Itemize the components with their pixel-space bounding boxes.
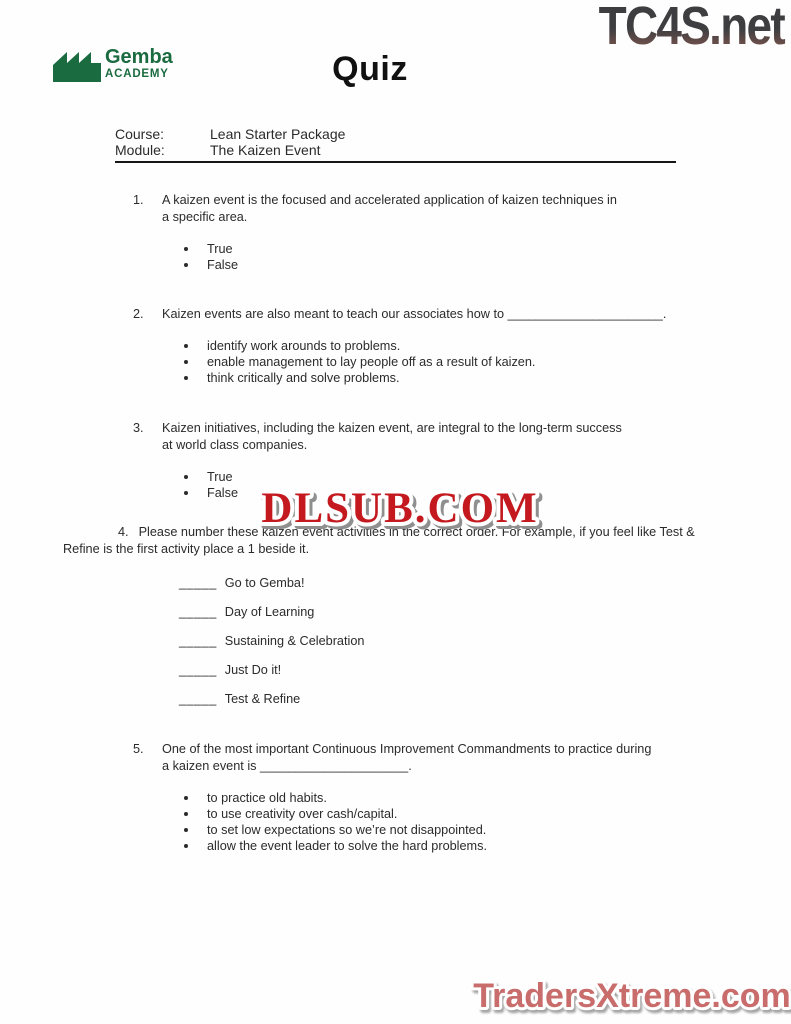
ordering-list <box>63 575 723 707</box>
course-info <box>115 126 676 163</box>
ordering-item-label: Test & Refine <box>224 692 301 706</box>
header-divider <box>115 161 676 163</box>
question-body <box>162 192 623 273</box>
question-text: Kaizen initiatives, including the kaizen event, are integral to the long-term success at world class companies. <box>162 421 622 452</box>
question-number: 3. <box>133 421 144 435</box>
question-number: 4. <box>118 525 129 539</box>
module-value: The Kaizen Event <box>210 142 321 158</box>
option-item: to set low expectations so we’re not disappointed. <box>162 822 653 838</box>
question-row <box>133 306 693 386</box>
watermark-tradersxtreme-text: TradersXtreme.com <box>473 977 791 1015</box>
answer-blank-line: _____ <box>179 634 217 648</box>
ordering-item <box>179 691 723 707</box>
watermark-tradersxtreme <box>467 972 791 1020</box>
answer-blank-line: _____ <box>179 576 217 590</box>
question-text: Please number these kaizen event activities in the correct order. For example, if you feel like Test & Refine is the first activity place a 1 beside it. <box>63 525 695 556</box>
ordering-item-label: Go to Gemba! <box>224 576 305 590</box>
logo-subtitle: ACADEMY <box>105 68 169 80</box>
option-item: enable management to lay people off as a result of kaizen. <box>162 354 693 370</box>
question-body <box>162 306 693 386</box>
module-row <box>115 142 676 158</box>
option-item: True <box>162 241 623 257</box>
course-row <box>115 126 676 142</box>
question-text: Kaizen events are also meant to teach our associates how to ______________________. <box>162 307 667 321</box>
option-item: to practice old habits. <box>162 790 653 806</box>
ordering-item <box>179 575 723 591</box>
options-list <box>162 338 693 386</box>
ordering-item-label: Sustaining & Celebration <box>224 634 365 648</box>
answer-blank-line: _____ <box>179 692 217 706</box>
ordering-item <box>179 662 723 678</box>
logo-name: Gemba <box>105 46 173 68</box>
question-text: A kaizen event is the focused and accelerated application of kaizen techniques in a specific area. <box>162 193 617 224</box>
watermark-tc4s-text: TC4S.net <box>598 0 784 54</box>
course-label: Course: <box>115 126 165 142</box>
question-number: 5. <box>133 742 144 756</box>
ordering-item <box>179 633 723 649</box>
ordering-item-label: Just Do it! <box>224 663 282 677</box>
option-item: False <box>162 485 623 501</box>
answer-blank-line: _____ <box>179 605 217 619</box>
watermark-dlsub <box>245 482 555 536</box>
options-list <box>162 790 653 854</box>
question-body <box>162 741 653 854</box>
ordering-item <box>179 604 723 620</box>
question-4 <box>63 524 723 707</box>
course-value: Lean Starter Package <box>210 126 346 142</box>
answer-blank-line: _____ <box>179 663 217 677</box>
question-5 <box>133 741 653 854</box>
option-item: think critically and solve problems. <box>162 370 693 386</box>
module-label: Module: <box>115 142 165 158</box>
watermark-tc4s <box>591 0 791 54</box>
options-list <box>162 241 623 273</box>
page-title: Quiz <box>332 50 408 88</box>
watermark-dlsub-text: DLSUB.COM <box>261 485 539 532</box>
option-item: True <box>162 469 623 485</box>
option-item: identify work arounds to problems. <box>162 338 693 354</box>
question-row <box>133 741 653 854</box>
question-number: 1. <box>133 193 144 207</box>
question-number: 2. <box>133 307 144 321</box>
option-item: to use creativity over cash/capital. <box>162 806 653 822</box>
question-text: One of the most important Continuous Improvement Commandments to practice during a kaizen event is _____________________. <box>162 742 652 773</box>
question-2 <box>133 306 693 386</box>
ordering-item-label: Day of Learning <box>224 605 315 619</box>
option-item: allow the event leader to solve the hard problems. <box>162 838 653 854</box>
option-item: False <box>162 257 623 273</box>
question-1 <box>133 192 623 273</box>
question-row <box>133 192 623 273</box>
